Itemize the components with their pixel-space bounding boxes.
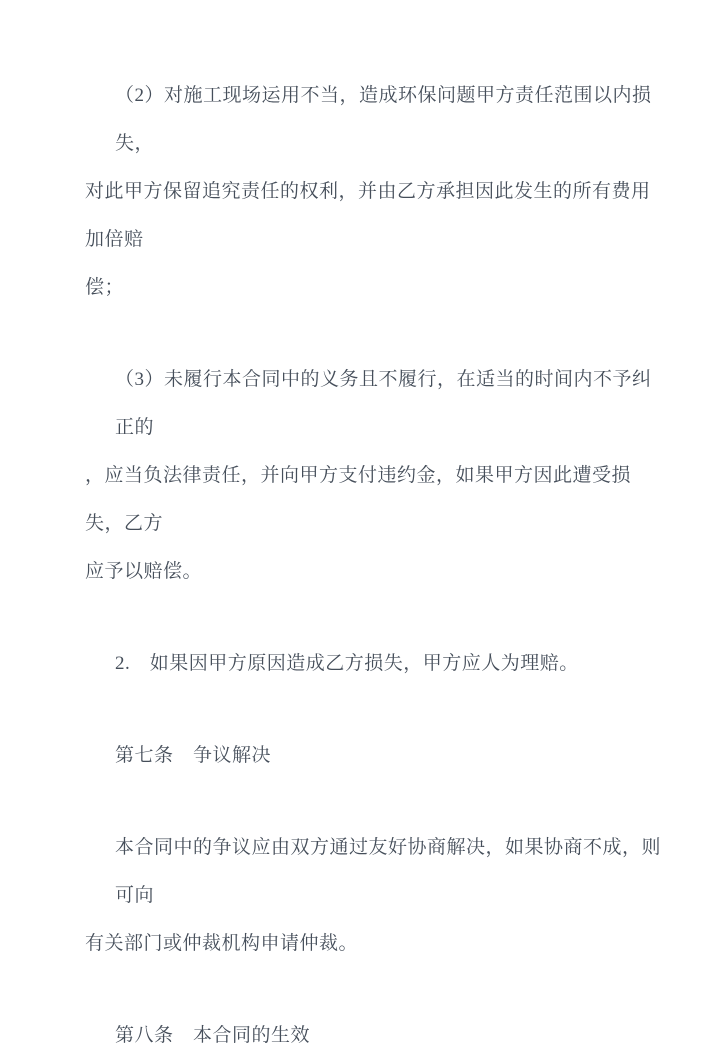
clause-3-paragraph bbox=[85, 356, 662, 596]
dispute-resolution-paragraph bbox=[85, 824, 662, 968]
text-line: （2）对施工现场运用不当，造成环保问题甲方责任范围以内损失， bbox=[115, 85, 652, 154]
text-line: 有关部门或仲裁机构申请仲裁。 bbox=[85, 933, 359, 954]
text-line: ，应当负法律责任，并向甲方支付违约金，如果甲方因此遭受损失，乙方 bbox=[85, 465, 632, 534]
heading-line: 第八条 本合同的生效 bbox=[115, 1025, 311, 1046]
text-line: 应予以赔偿。 bbox=[85, 561, 203, 582]
item-2-paragraph bbox=[85, 640, 662, 688]
text-line: （3）未履行本合同中的义务且不履行，在适当的时间内不予纠正的 bbox=[115, 369, 652, 438]
article-7-heading bbox=[85, 732, 662, 780]
clause-2-paragraph bbox=[85, 72, 662, 312]
text-line: 2. 如果因甲方原因造成乙方损失，甲方应人为理赔。 bbox=[115, 653, 579, 674]
text-line: 本合同中的争议应由双方通过友好协商解决，如果协商不成，则可向 bbox=[115, 837, 662, 906]
text-line: 对此甲方保留追究责任的权利，并由乙方承担因此发生的所有费用加倍赔 bbox=[85, 181, 651, 250]
heading-line: 第七条 争议解决 bbox=[115, 745, 272, 766]
text-line: 偿； bbox=[85, 277, 125, 298]
article-8-heading bbox=[85, 1012, 662, 1060]
